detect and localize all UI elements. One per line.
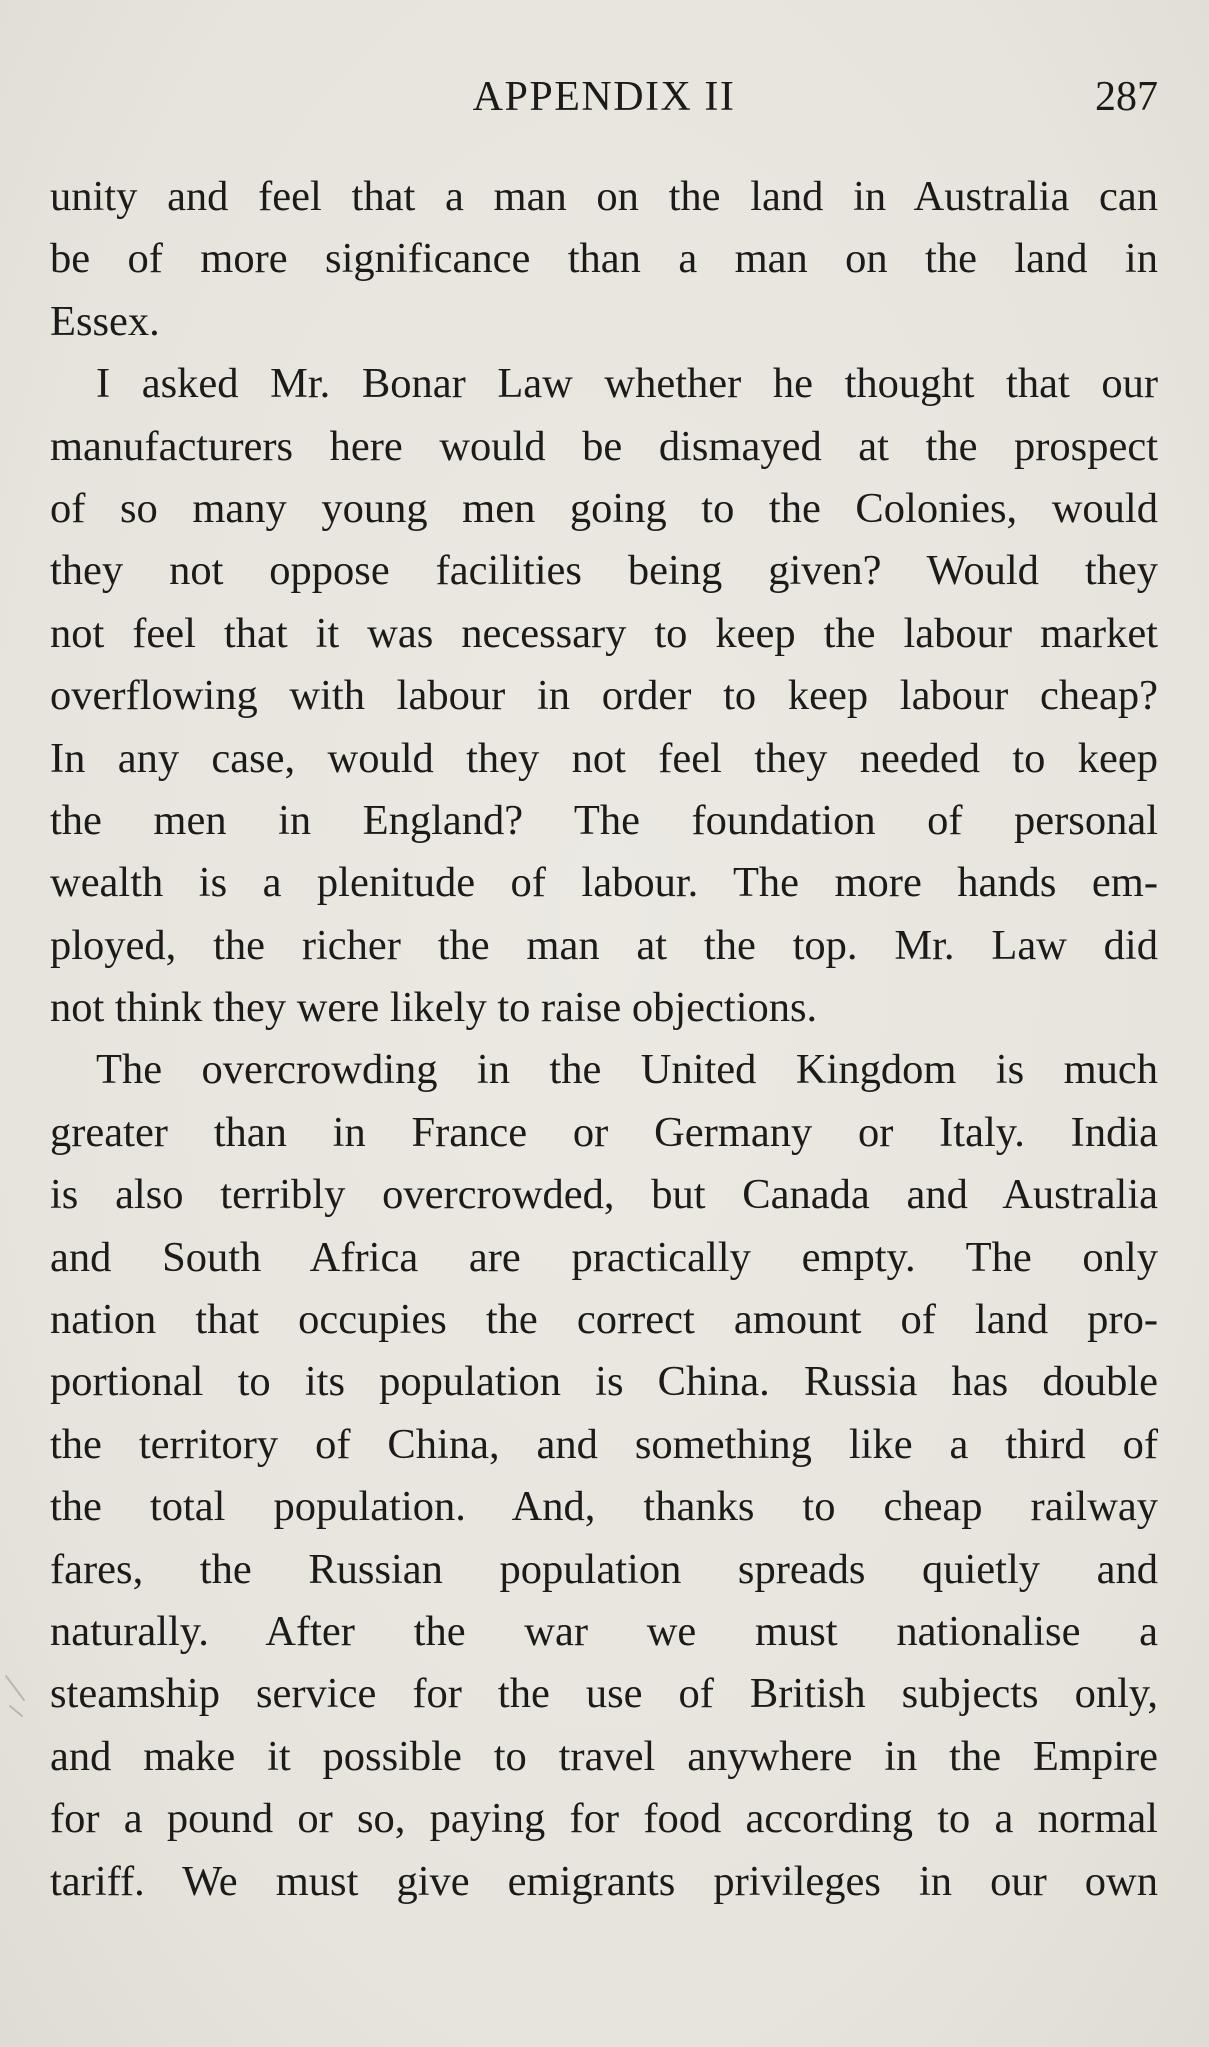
text-line: nation that occupies the correct amount of land pro-	[50, 1296, 1158, 1344]
text-line: In any case, would they not feel they needed to keep	[50, 734, 1158, 782]
text-line: tariff. We must give emigrants privileges in our own	[50, 1857, 1158, 1905]
text-line: and South Africa are practically empty. The only	[50, 1233, 1158, 1281]
text-line: greater than in France or Germany or Italy. India	[50, 1108, 1158, 1156]
text-line: overflowing with labour in order to keep labour cheap?	[50, 672, 1158, 720]
text-line: fares, the Russian population spreads quietly and	[50, 1545, 1158, 1593]
text-line: of so many young men going to the Colonies, would	[50, 484, 1158, 532]
text-line: wealth is a plenitude of labour. The more hands em-	[50, 859, 1158, 907]
page-header	[50, 66, 1158, 128]
body-text	[50, 166, 1158, 1913]
text-line: unity and feel that a man on the land in Australia can	[50, 173, 1158, 220]
text-line: the total population. And, thanks to cheap railway	[50, 1483, 1158, 1531]
text-line: be of more significance than a man on the land in	[50, 235, 1158, 283]
text-line: the men in England? The foundation of personal	[50, 796, 1158, 844]
text-line: Essex.	[50, 297, 160, 345]
text-line: they not oppose facilities being given? Would they	[50, 547, 1158, 595]
text-line: for a pound or so, paying for food according to a normal	[50, 1795, 1158, 1843]
page-number: 287	[1095, 74, 1158, 120]
text-line: The overcrowding in the United Kingdom is much	[96, 1046, 1158, 1094]
text-line: not think they were likely to raise objections.	[50, 984, 818, 1032]
running-head: APPENDIX II	[472, 74, 736, 120]
text-line: not feel that it was necessary to keep the labour market	[50, 609, 1158, 657]
text-line: portional to its population is China. Russia has double	[50, 1358, 1158, 1406]
text-line: manufacturers here would be dismayed at the prospect	[50, 422, 1158, 470]
text-line: steamship service for the use of British subjects only,	[50, 1670, 1158, 1718]
text-line: I asked Mr. Bonar Law whether he thought that our	[96, 360, 1158, 408]
text-line: and make it possible to travel anywhere in the Empire	[50, 1732, 1158, 1780]
text-line: naturally. After the war we must nationalise a	[50, 1607, 1158, 1655]
margin-pencil-mark-icon	[4, 1672, 28, 1720]
text-line: is also terribly overcrowded, but Canada and Australia	[50, 1171, 1158, 1219]
text-line: the territory of China, and something like a third of	[50, 1420, 1158, 1468]
text-line: ployed, the richer the man at the top. Mr. Law did	[50, 921, 1158, 969]
